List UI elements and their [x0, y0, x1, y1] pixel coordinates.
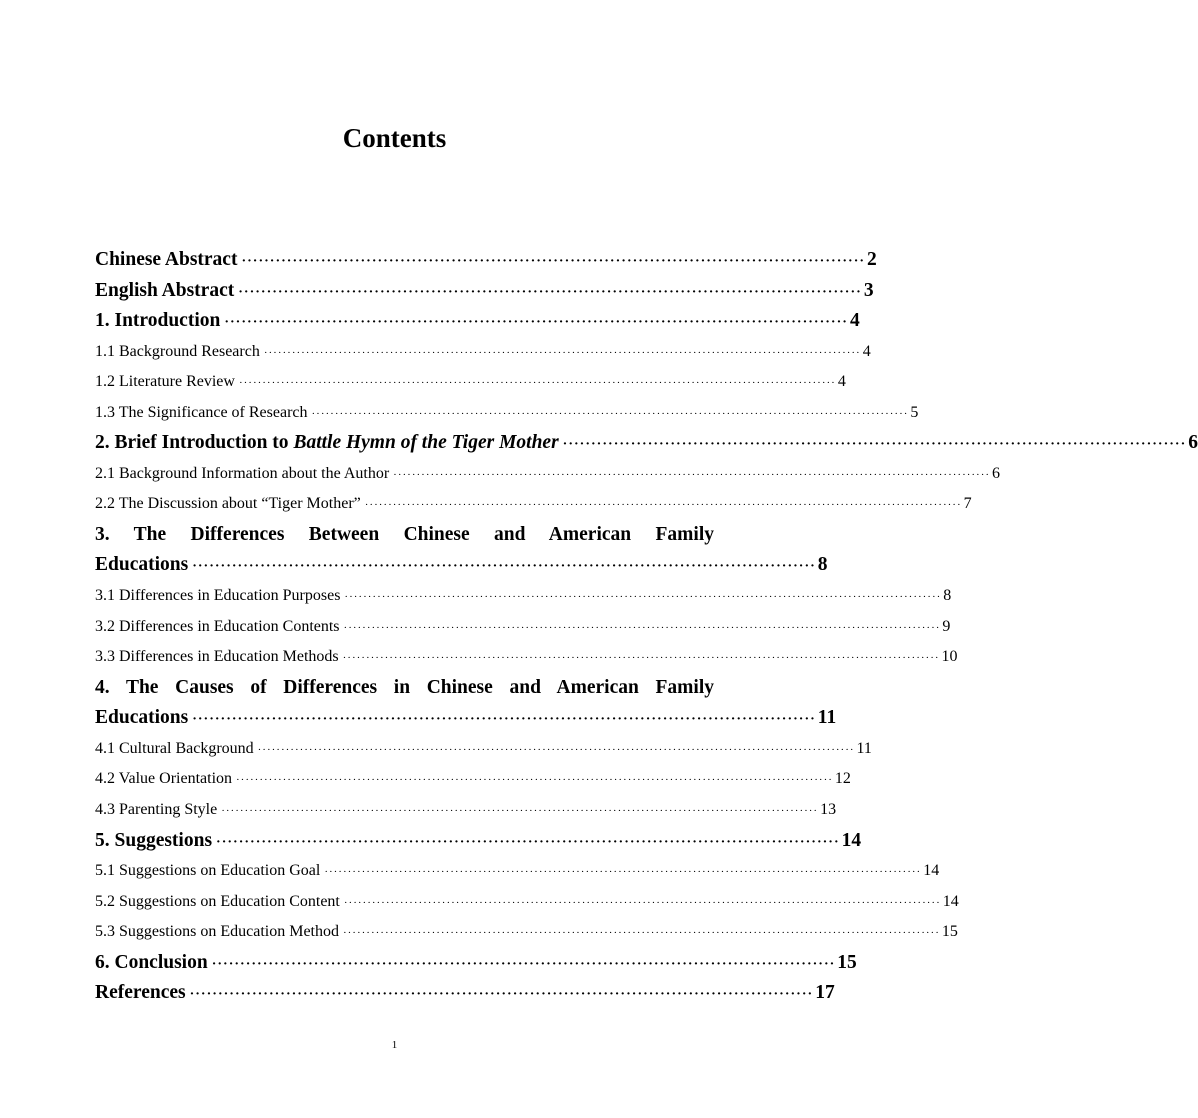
leader-dots: ································································································································ — [311, 407, 909, 420]
toc-entry-page: 13 — [820, 800, 837, 818]
toc-entry-label: 5. Suggestions — [95, 829, 213, 851]
leader-dots: ································································································································ — [257, 743, 855, 756]
leader-dots: ·············································································································· — [216, 834, 840, 850]
toc-entry-label: 2.2 The Discussion about “Tiger Mother” — [95, 495, 361, 513]
leader-dots: ································································································································ — [236, 774, 833, 787]
toc-entry-label: 1.2 Literature Review — [95, 373, 235, 391]
toc-entry-label — [95, 428, 559, 459]
leader-dots: ·············································································································· — [241, 254, 866, 269]
toc-entry-page: 14 — [942, 892, 959, 910]
toc-entry-label: 5.3 Suggestions on Education Method — [95, 923, 339, 941]
toc-entry-page: 15 — [941, 923, 958, 941]
toc-entry-label: 1.1 Background Research — [95, 342, 260, 360]
toc-entry[interactable] — [95, 764, 851, 795]
toc-entry-label: 4.1 Cultural Background — [95, 739, 254, 757]
leader-dots: ································································································································ — [364, 499, 962, 512]
toc-entry[interactable] — [95, 642, 958, 673]
toc-entry[interactable] — [95, 978, 835, 1009]
toc-entry-label: 3.2 Differences in Education Contents — [95, 617, 340, 635]
toc-entry-label: 3.3 Differences in Education Methods — [95, 648, 339, 666]
toc-entry[interactable] — [95, 917, 958, 948]
toc-entry-page: 11 — [817, 707, 837, 729]
leader-dots: ································································································································ — [343, 896, 941, 909]
leader-dots: ································································································································ — [393, 468, 991, 481]
toc-entry-page: 14 — [841, 829, 862, 851]
toc-entry[interactable] — [95, 856, 940, 887]
toc-entry-page: 6 — [992, 464, 1001, 482]
leader-dots: ································································································································ — [238, 377, 836, 390]
table-of-contents — [95, 245, 1198, 1009]
toc-entry-page: 4 — [849, 310, 860, 331]
toc-entry-page: 2 — [867, 249, 877, 270]
toc-entry-page: 7 — [963, 495, 972, 513]
leader-dots: ·············································································································· — [192, 559, 816, 575]
toc-entry-page: 8 — [943, 586, 952, 604]
toc-entry-page: 17 — [815, 982, 835, 1004]
leader-dots: ································································································································ — [324, 866, 922, 879]
leader-dots: ·············································································································· — [211, 956, 836, 972]
toc-entry-label: 4.3 Parenting Style — [95, 800, 218, 818]
toc-entry[interactable] — [95, 550, 828, 581]
toc-entry-label: References — [95, 982, 186, 1004]
toc-entry-page: 3 — [863, 279, 874, 301]
toc-entry[interactable] — [95, 581, 952, 612]
leader-dots: ·············································································································· — [189, 987, 814, 1003]
book-title: Battle Hymn of the Tiger Mother — [293, 432, 559, 454]
toc-entry-label: 5.1 Suggestions on Education Goal — [95, 862, 321, 880]
leader-dots: ································································································································ — [344, 590, 942, 603]
toc-entry-page: 4 — [862, 342, 871, 360]
toc-entry-page: 5 — [910, 403, 919, 421]
toc-entry[interactable] — [95, 948, 857, 979]
toc-entry-label: 1. Introduction — [95, 310, 221, 331]
leader-dots: ·············································································································· — [562, 437, 1187, 453]
toc-entry[interactable] — [95, 734, 872, 765]
toc-entry-label: 1.3 The Significance of Research — [95, 403, 308, 421]
leader-dots: ································································································································ — [263, 346, 861, 359]
leader-dots: ·············································································································· — [192, 712, 816, 728]
toc-entry[interactable] — [95, 428, 1198, 459]
toc-entry-page: 14 — [923, 862, 940, 880]
toc-entry[interactable] — [95, 795, 837, 826]
toc-entry-label: 3.1 Differences in Education Purposes — [95, 586, 341, 604]
toc-entry-page: 4 — [837, 373, 846, 391]
toc-entry[interactable] — [95, 612, 951, 643]
toc-entry-label: 6. Conclusion — [95, 951, 208, 973]
toc-entry[interactable] — [95, 826, 862, 857]
page-title: Contents — [342, 123, 447, 153]
toc-entry[interactable] — [95, 306, 860, 337]
toc-entry-page: 8 — [817, 554, 828, 576]
toc-entry[interactable] — [95, 276, 874, 307]
toc-entry-label-prefix: 2. Brief Introduction to — [95, 432, 294, 454]
toc-entry-page: 6 — [1188, 432, 1198, 454]
toc-entry[interactable] — [95, 367, 846, 398]
leader-dots: ································································································································ — [342, 927, 940, 940]
leader-dots: ·············································································································· — [224, 315, 848, 330]
toc-entry-page: 9 — [942, 617, 951, 635]
toc-entry-label: Chinese Abstract — [95, 249, 238, 270]
leader-dots: ·············································································································· — [238, 284, 862, 300]
toc-entry-label: Educations — [95, 707, 189, 729]
leader-dots: ································································································································ — [342, 652, 940, 665]
leader-dots: ································································································································ — [343, 621, 941, 634]
toc-entry[interactable] — [95, 887, 959, 918]
toc-entry-label-line1[interactable]: 3. The Differences Between Chinese and American Family — [95, 523, 714, 545]
toc-entry[interactable] — [95, 245, 877, 276]
toc-entry-label: English Abstract — [95, 279, 235, 301]
toc-entry[interactable] — [95, 459, 1001, 490]
toc-entry[interactable] — [95, 703, 837, 734]
toc-entry-label: 4.2 Value Orientation — [95, 770, 233, 788]
toc-entry[interactable] — [95, 337, 871, 368]
toc-entry-page: 12 — [834, 770, 851, 788]
leader-dots: ································································································································ — [221, 804, 819, 817]
toc-entry[interactable] — [95, 398, 919, 429]
toc-entry-page: 10 — [941, 648, 958, 666]
toc-entry-label: Educations — [95, 554, 189, 576]
toc-entry-page: 15 — [837, 951, 857, 973]
toc-entry-label-line1[interactable]: 4. The Causes of Differences in Chinese and American Family — [95, 676, 714, 698]
toc-entry-label: 5.2 Suggestions on Education Content — [95, 892, 340, 910]
toc-entry-page: 11 — [856, 739, 872, 757]
toc-entry[interactable] — [95, 489, 972, 520]
toc-entry-label: 2.1 Background Information about the Author — [95, 464, 390, 482]
page-number: 1 — [391, 1039, 398, 1051]
